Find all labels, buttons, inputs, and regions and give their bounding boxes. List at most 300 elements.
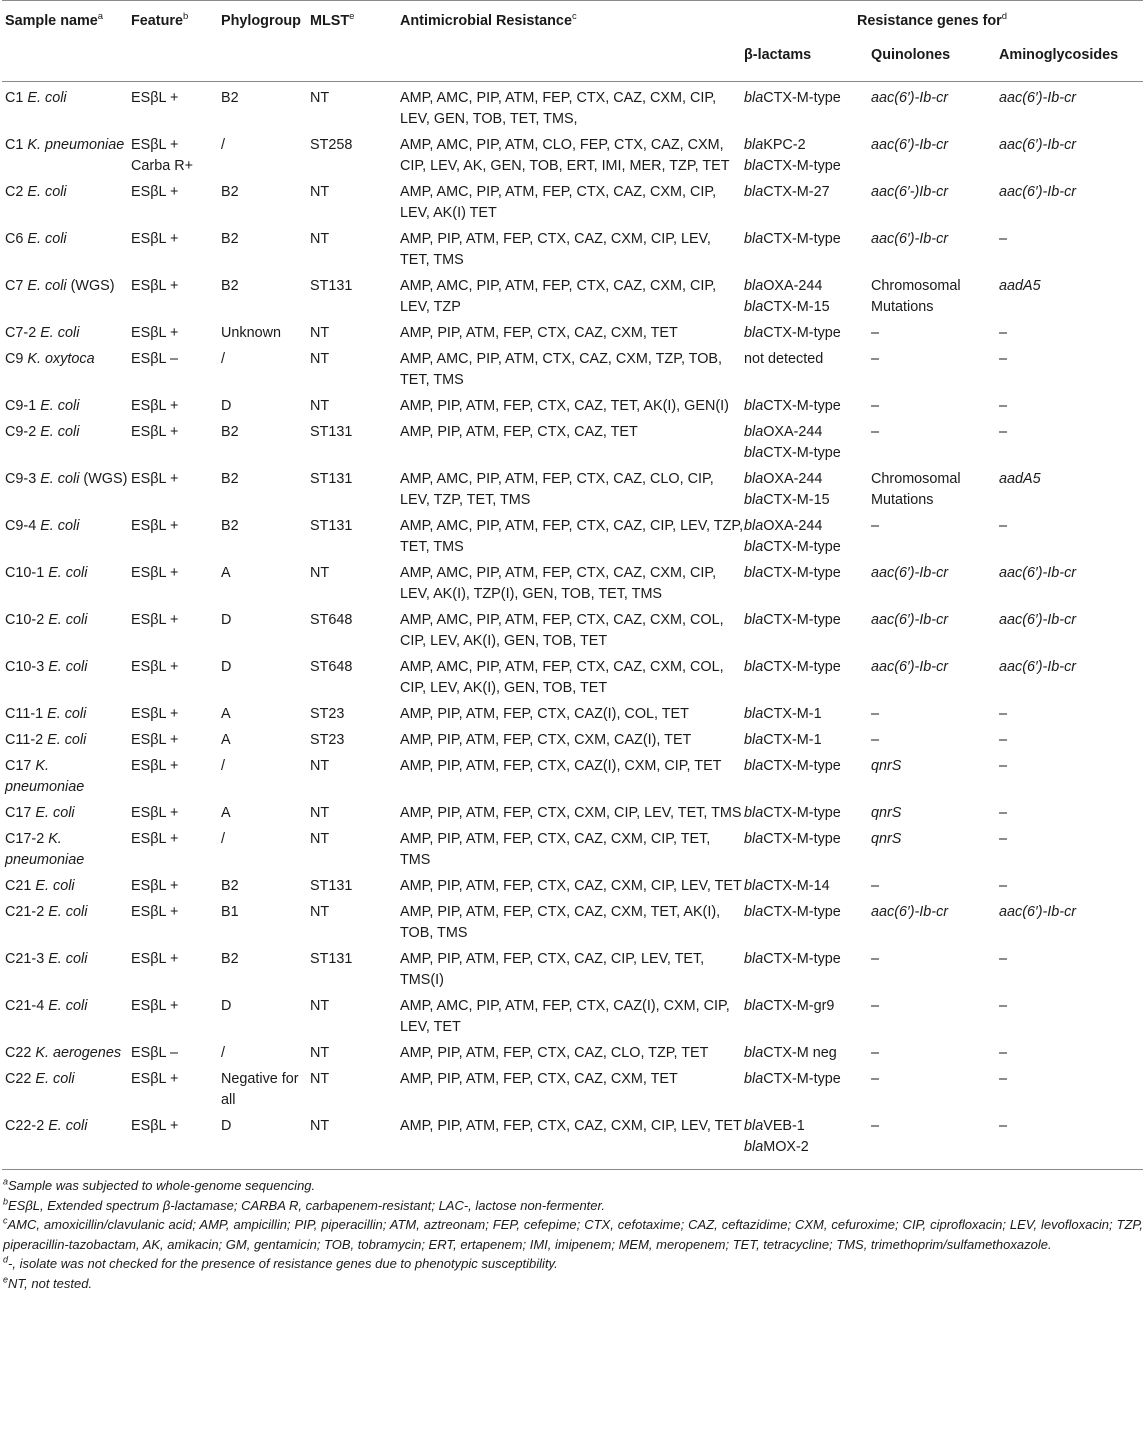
gene-prefix: bla — [744, 951, 764, 967]
aminoglycoside-genes-cell: – — [999, 706, 1008, 722]
amr-cell: AMP, AMC, PIP, ATM, FEP, CTX, CAZ, CXM, COL, CIP, LEV, AK(I), GEN, TOB, TET — [400, 659, 724, 696]
col-sample-name: Sample name$^a$ — [5, 11, 104, 29]
amr-cell: AMP, PIP, ATM, FEP, CTX, CAZ, CXM, TET — [400, 1071, 678, 1087]
quinolone-genes-cell: aac(6′)-Ib-cr — [871, 659, 949, 675]
amr-cell: AMP, PIP, ATM, FEP, CTX, CAZ, CIP, LEV, TET, TMS(I) — [400, 951, 705, 988]
organism: E. coli — [47, 732, 87, 748]
beta-lactam-genes-cell — [744, 469, 871, 516]
mlst-cell: ST648 — [310, 659, 353, 675]
amr-cell: AMP, AMC, PIP, ATM, FEP, CTX, CAZ, CIP, LEV, TZP, TET, TMS — [400, 518, 744, 555]
sample-name-cell — [2, 229, 131, 276]
sample-id: C22-2 — [5, 1118, 45, 1134]
beta-lactam-genes-cell — [744, 563, 871, 610]
organism: E. coli — [40, 518, 80, 534]
col-quinolones: Quinolones — [871, 47, 951, 63]
phylogroup-cell: Negative for all — [221, 1071, 299, 1108]
mlst-cell: ST23 — [310, 706, 345, 722]
gene: blaOXA-244 — [744, 518, 823, 534]
beta-lactam-genes-cell — [744, 135, 871, 182]
aminoglycoside-genes-cell: aac(6′)-Ib-cr — [999, 137, 1077, 153]
organism: K. pneumoniae — [5, 758, 85, 795]
phylogroup-cell: A — [221, 565, 231, 581]
amr-cell: AMP, PIP, ATM, FEP, CTX, CAZ, CXM, TET — [400, 325, 678, 341]
sample-name-cell — [2, 182, 131, 229]
col-beta-lactams: β-lactams — [744, 47, 812, 63]
aminoglycoside-genes-cell: aac(6′)-Ib-cr — [999, 90, 1077, 106]
amr-cell: AMP, PIP, ATM, FEP, CTX, CAZ, CXM, CIP, TET, TMS — [400, 831, 711, 868]
gene: blaCTX-M-type — [744, 831, 841, 847]
gene: blaCTX-M-15 — [744, 492, 830, 508]
feature-cell: ESβL + — [131, 1071, 179, 1087]
sample-name-cell — [2, 135, 131, 182]
quinolone-genes-cell: – — [871, 1118, 880, 1134]
sample-name-cell — [2, 516, 131, 563]
gene: blaCTX-M-type — [744, 325, 841, 341]
organism: E. coli — [27, 184, 67, 200]
phylogroup-cell: / — [221, 351, 225, 367]
organism: E. coli — [48, 998, 88, 1014]
feature-cell: ESβL + — [131, 1118, 179, 1134]
sample-name-cell — [2, 422, 131, 469]
gene-prefix: bla — [744, 659, 764, 675]
feature-cell: ESβL + — [131, 998, 179, 1014]
sample-name-cell — [2, 730, 131, 756]
phylogroup-cell: A — [221, 732, 231, 748]
sample-id: C17 — [5, 805, 32, 821]
aminoglycoside-genes-cell: aac(6′)-Ib-cr — [999, 904, 1077, 920]
gene-prefix: bla — [744, 998, 764, 1014]
gene: blaCTX-M-type — [744, 904, 841, 920]
organism: K. aerogenes — [35, 1045, 122, 1061]
phylogroup-cell: B1 — [221, 904, 239, 920]
gene: blaCTX-M-type — [744, 539, 841, 555]
aminoglycoside-genes-cell: – — [999, 231, 1008, 247]
quinolone-genes-cell: qnrS — [871, 758, 902, 774]
aminoglycoside-genes-cell: – — [999, 1045, 1008, 1061]
organism: E. coli — [48, 951, 88, 967]
aminoglycoside-genes-cell: – — [999, 732, 1008, 748]
organism: K. pneumoniae — [27, 137, 125, 153]
sample-name-cell — [2, 704, 131, 730]
table-row — [2, 949, 1143, 996]
feature-cell: ESβL + — [131, 612, 179, 628]
beta-lactam-genes-cell — [744, 876, 871, 902]
phylogroup-cell: D — [221, 1118, 232, 1134]
aminoglycoside-genes-cell: – — [999, 424, 1008, 440]
mlst-cell: ST131 — [310, 951, 353, 967]
mlst-cell: NT — [310, 565, 330, 581]
sample-id: C21-2 — [5, 904, 45, 920]
sample-id: C10-1 — [5, 565, 45, 581]
footnote-text: -, isolate was not checked for the presence of resistance genes due to phenotypic susceptibility. — [8, 1256, 558, 1272]
beta-lactam-genes-cell — [744, 229, 871, 276]
sample-name-cell — [2, 469, 131, 516]
col-amr: Antimicrobial Resistance$^c$ — [400, 11, 577, 29]
gene-prefix: bla — [744, 278, 764, 294]
gene-prefix: bla — [744, 732, 764, 748]
gene-prefix: bla — [744, 325, 764, 341]
organism: K. oxytoca — [27, 351, 95, 367]
aminoglycoside-genes-cell: – — [999, 831, 1008, 847]
sample-id: C21-3 — [5, 951, 45, 967]
organism: E. coli — [48, 612, 88, 628]
quinolone-genes-cell: aac(6′)-Ib-cr — [871, 231, 949, 247]
gene: blaCTX-M-type — [744, 612, 841, 628]
beta-lactam-genes-cell — [744, 704, 871, 730]
organism: E. coli — [48, 1118, 88, 1134]
gene-prefix: bla — [744, 492, 764, 508]
footnote-mark: a — [3, 1176, 9, 1187]
organism: E. coli — [27, 278, 67, 294]
gene-prefix: bla — [744, 539, 764, 555]
feature-cell: ESβL + — [131, 659, 179, 675]
feature-cell: ESβL + Carba R+ — [131, 137, 193, 174]
aminoglycoside-genes-cell: – — [999, 805, 1008, 821]
beta-lactam-genes-cell — [744, 1069, 871, 1116]
footnote-mark: b — [3, 1196, 9, 1207]
sample-id: C11-1 — [5, 706, 44, 722]
beta-lactam-genes-cell — [744, 657, 871, 704]
amr-cell: AMP, PIP, ATM, FEP, CTX, CAZ, TET, AK(I), GEN(I) — [400, 398, 729, 414]
footnote-mark: e — [3, 1274, 9, 1285]
gene-prefix: bla — [744, 137, 764, 153]
mlst-cell: NT — [310, 90, 330, 106]
phylogroup-cell: B2 — [221, 424, 239, 440]
results-table — [2, 0, 1143, 1170]
gene-prefix: bla — [744, 90, 764, 106]
aminoglycoside-genes-cell: – — [999, 325, 1008, 341]
amr-cell: AMP, PIP, ATM, FEP, CTX, CAZ, CLO, TZP, TET — [400, 1045, 709, 1061]
sample-name-cell — [2, 610, 131, 657]
sample-id: C6 — [5, 231, 24, 247]
footnote — [3, 1215, 1143, 1254]
beta-lactam-genes-cell — [744, 803, 871, 829]
mlst-cell: NT — [310, 904, 330, 920]
table-row — [2, 469, 1143, 516]
feature-cell: ESβL + — [131, 325, 179, 341]
mlst-cell: ST131 — [310, 878, 353, 894]
beta-lactam-genes-cell — [744, 902, 871, 949]
phylogroup-cell: D — [221, 998, 232, 1014]
col-phylogroup: Phylogroup — [221, 13, 301, 29]
sample-name-cell — [2, 876, 131, 902]
quinolone-genes-cell: – — [871, 351, 880, 367]
feature-cell: ESβL + — [131, 184, 179, 200]
footnote-mark: c — [3, 1215, 8, 1226]
mlst-cell: NT — [310, 1071, 330, 1087]
phylogroup-cell: / — [221, 831, 225, 847]
table-row — [2, 135, 1143, 182]
mlst-cell: NT — [310, 231, 330, 247]
phylogroup-cell: B2 — [221, 878, 239, 894]
phylogroup-cell: B2 — [221, 90, 239, 106]
sample-name-cell — [2, 323, 131, 349]
aminoglycoside-genes-cell: aac(6′)-Ib-cr — [999, 612, 1077, 628]
gene: blaKPC-2 — [744, 137, 806, 153]
phylogroup-cell: B2 — [221, 278, 239, 294]
sample-name-cell — [2, 803, 131, 829]
aminoglycoside-genes-cell: aadA5 — [999, 278, 1041, 294]
amr-cell: AMP, AMC, PIP, ATM, FEP, CTX, CAZ, CLO, CIP, LEV, TZP, TET, TMS — [400, 471, 714, 508]
wgs-tag: (WGS) — [70, 278, 115, 294]
footnote — [3, 1176, 1143, 1196]
organism: E. coli — [35, 805, 75, 821]
gene: not detected — [744, 351, 824, 367]
gene: blaCTX-M-type — [744, 565, 841, 581]
gene-prefix: bla — [744, 299, 764, 315]
quinolone-genes-cell: – — [871, 398, 880, 414]
quinolone-genes-cell: qnrS — [871, 831, 902, 847]
beta-lactam-genes-cell — [744, 276, 871, 323]
mlst-cell: NT — [310, 1045, 330, 1061]
amr-cell: AMP, AMC, PIP, ATM, CTX, CAZ, CXM, TZP, TOB, TET, TMS — [400, 351, 722, 388]
amr-cell: AMP, PIP, ATM, FEP, CTX, CAZ, CXM, TET, AK(I), TOB, TMS — [400, 904, 721, 941]
gene: blaCTX-M-type — [744, 758, 841, 774]
gene: blaVEB-1 — [744, 1118, 805, 1134]
amr-cell: AMP, PIP, ATM, FEP, CTX, CXM, CAZ(I), TET — [400, 732, 692, 748]
mlst-cell: ST23 — [310, 732, 345, 748]
feature-cell: ESβL + — [131, 278, 179, 294]
amr-cell: AMP, AMC, PIP, ATM, FEP, CTX, CAZ, CXM, CIP, LEV, AK(I), TZP(I), GEN, TOB, TET, TMS — [400, 565, 717, 602]
aminoglycoside-genes-cell: aac(6′)-Ib-cr — [999, 659, 1077, 675]
organism: E. coli — [40, 424, 80, 440]
quinolone-genes-cell: aac(6′)-Ib-cr — [871, 137, 949, 153]
amr-cell: AMP, PIP, ATM, FEP, CTX, CAZ(I), CXM, CIP, TET — [400, 758, 722, 774]
sample-id: C1 — [5, 90, 24, 106]
organism: E. coli — [48, 565, 88, 581]
footnotes — [3, 1176, 1143, 1294]
sample-name-cell — [2, 276, 131, 323]
feature-cell: ESβL + — [131, 518, 179, 534]
col-mlst: MLST$^e$ — [310, 11, 355, 29]
quinolone-genes-cell: aac(6′)-Ib-cr — [871, 90, 949, 106]
gene: blaCTX-M-15 — [744, 299, 830, 315]
gene: blaMOX-2 — [744, 1139, 809, 1155]
quinolone-genes-cell: aac(6′)-Ib-cr — [871, 612, 949, 628]
table-row — [2, 396, 1143, 422]
amr-cell: AMP, AMC, PIP, ATM, FEP, CTX, CAZ, CXM, CIP, LEV, GEN, TOB, TET, TMS, — [400, 90, 717, 127]
organism: E. coli — [40, 398, 80, 414]
table-row — [2, 610, 1143, 657]
amr-cell: AMP, PIP, ATM, FEP, CTX, CAZ(I), COL, TET — [400, 706, 689, 722]
quinolone-genes-cell: aac(6′)-Ib-cr — [871, 565, 949, 581]
beta-lactam-genes-cell — [744, 323, 871, 349]
phylogroup-cell: B2 — [221, 951, 239, 967]
table-row — [2, 323, 1143, 349]
phylogroup-cell: B2 — [221, 184, 239, 200]
table-row — [2, 1116, 1143, 1170]
col-resistance-genes: Resistance genes for$^d$ — [857, 11, 1008, 29]
sample-name-cell — [2, 1043, 131, 1069]
quinolone-genes-cell: Chromosomal Mutations — [871, 471, 961, 508]
quinolone-genes-cell: qnrS — [871, 805, 902, 821]
footnote — [3, 1274, 1143, 1294]
amr-cell: AMP, AMC, PIP, ATM, CLO, FEP, CTX, CAZ, CXM, CIP, LEV, AK, GEN, TOB, ERT, IMI, MER, TZP, TET — [400, 137, 730, 174]
organism: E. coli — [48, 659, 88, 675]
feature-cell: ESβL + — [131, 706, 179, 722]
footnote-text: Sample was subjected to whole-genome sequencing. — [8, 1178, 316, 1193]
phylogroup-cell: / — [221, 758, 225, 774]
gene-prefix: bla — [744, 1045, 764, 1061]
sample-id: C10-3 — [5, 659, 45, 675]
gene: blaCTX-M-type — [744, 231, 841, 247]
sample-id: C17 — [5, 758, 32, 774]
sample-name-cell — [2, 1116, 131, 1170]
aminoglycoside-genes-cell: – — [999, 998, 1008, 1014]
amr-cell: AMP, AMC, PIP, ATM, FEP, CTX, CAZ, CXM, COL, CIP, LEV, AK(I), GEN, TOB, TET — [400, 612, 724, 649]
gene: blaCTX-M-type — [744, 659, 841, 675]
mlst-cell: NT — [310, 184, 330, 200]
gene: blaCTX-M-type — [744, 90, 841, 106]
table-row — [2, 1043, 1143, 1069]
beta-lactam-genes-cell — [744, 730, 871, 756]
footnote — [3, 1196, 1143, 1216]
beta-lactam-genes-cell — [744, 516, 871, 563]
beta-lactam-genes-cell — [744, 949, 871, 996]
gene: blaCTX-M-1 — [744, 732, 822, 748]
mlst-cell: NT — [310, 831, 330, 847]
beta-lactam-genes-cell — [744, 610, 871, 657]
mlst-cell: ST131 — [310, 424, 353, 440]
sample-name-cell — [2, 88, 131, 135]
mlst-cell: ST131 — [310, 518, 353, 534]
gene-prefix: bla — [744, 398, 764, 414]
table-row — [2, 182, 1143, 229]
gene: blaCTX-M-gr9 — [744, 998, 835, 1014]
feature-cell: ESβL + — [131, 878, 179, 894]
amr-cell: AMP, AMC, PIP, ATM, FEP, CTX, CAZ, CXM, CIP, LEV, AK(I) TET — [400, 184, 717, 221]
gene-prefix: bla — [744, 1071, 764, 1087]
mlst-cell: NT — [310, 805, 330, 821]
mlst-cell: NT — [310, 325, 330, 341]
quinolone-genes-cell: – — [871, 518, 880, 534]
beta-lactam-genes-cell — [744, 829, 871, 876]
sample-name-cell — [2, 349, 131, 396]
aminoglycoside-genes-cell: – — [999, 518, 1008, 534]
aminoglycoside-genes-cell: aac(6′)-Ib-cr — [999, 565, 1077, 581]
table-row — [2, 829, 1143, 876]
gene: blaCTX-M-type — [744, 1071, 841, 1087]
sample-id: C9-4 — [5, 518, 37, 534]
quinolone-genes-cell: – — [871, 424, 880, 440]
quinolone-genes-cell: – — [871, 998, 880, 1014]
sample-id: C21-4 — [5, 998, 45, 1014]
phylogroup-cell: D — [221, 659, 232, 675]
mlst-cell: ST648 — [310, 612, 353, 628]
feature-cell: ESβL + — [131, 758, 179, 774]
gene: blaCTX-M-14 — [744, 878, 830, 894]
beta-lactam-genes-cell — [744, 1043, 871, 1069]
gene-prefix: bla — [744, 1139, 764, 1155]
quinolone-genes-cell: – — [871, 1071, 880, 1087]
feature-cell: ESβL + — [131, 732, 179, 748]
footnote-text: AMC, amoxicillin/clavulanic acid; AMP, ampicillin; PIP, piperacillin; ATM, aztreonam; FEP, cefepime; CTX, cefotaxime; CAZ, ceftazidime; CXM, cefuroxime; CIP, ciprofloxacin; LEV, levofloxacin; TZP, piperacillin-tazobactam, AK, amikacin; GM, gentamicin; TOB, tobramycin; ERT, ertapenem; IMI, imipenem; MEM, meropenem; TET, tetracycline; TMS, trimethoprim/sulfamethoxazole. — [3, 1217, 1143, 1252]
feature-cell: ESβL – — [131, 1045, 178, 1061]
amr-cell: AMP, PIP, ATM, FEP, CTX, CXM, CIP, LEV, TET, TMS — [400, 805, 742, 821]
feature-cell: ESβL + — [131, 398, 179, 414]
gene: blaOXA-244 — [744, 278, 823, 294]
organism: E. coli — [40, 471, 80, 487]
aminoglycoside-genes-cell: – — [999, 951, 1008, 967]
gene: blaCTX-M-type — [744, 158, 841, 174]
feature-cell: ESβL + — [131, 90, 179, 106]
table-row — [2, 657, 1143, 704]
mlst-cell: ST131 — [310, 278, 353, 294]
table-row — [2, 756, 1143, 803]
organism: K. pneumoniae — [5, 831, 85, 868]
beta-lactam-genes-cell — [744, 756, 871, 803]
beta-lactam-genes-cell — [744, 1116, 871, 1170]
gene-prefix: bla — [744, 231, 764, 247]
gene-prefix: bla — [744, 878, 764, 894]
amr-cell: AMP, PIP, ATM, FEP, CTX, CAZ, CXM, CIP, LEV, TET, TMS — [400, 231, 711, 268]
sample-id: C9 — [5, 351, 24, 367]
footnote — [3, 1254, 1143, 1274]
gene-prefix: bla — [744, 1118, 764, 1134]
gene-prefix: bla — [744, 158, 764, 174]
organism: E. coli — [47, 706, 87, 722]
sample-name-cell — [2, 396, 131, 422]
sample-id: C9-3 — [5, 471, 37, 487]
table-row — [2, 902, 1143, 949]
table-row — [2, 229, 1143, 276]
gene-prefix: bla — [744, 424, 764, 440]
feature-cell: ESβL + — [131, 231, 179, 247]
feature-cell: ESβL + — [131, 805, 179, 821]
gene: blaCTX-M-1 — [744, 706, 822, 722]
sample-name-cell — [2, 563, 131, 610]
phylogroup-cell: B2 — [221, 231, 239, 247]
gene-prefix: bla — [744, 706, 764, 722]
gene: blaCTX-M-type — [744, 951, 841, 967]
feature-cell: ESβL + — [131, 565, 179, 581]
sample-id: C10-2 — [5, 612, 45, 628]
quinolone-genes-cell: Chromosomal Mutations — [871, 278, 961, 315]
sample-id: C2 — [5, 184, 24, 200]
phylogroup-cell: D — [221, 612, 232, 628]
table-row — [2, 422, 1143, 469]
gene: blaCTX-M-type — [744, 445, 841, 461]
quinolone-genes-cell: – — [871, 325, 880, 341]
quinolone-genes-cell: – — [871, 878, 880, 894]
subheader-row — [2, 43, 1143, 82]
amr-cell: AMP, PIP, ATM, FEP, CTX, CAZ, TET — [400, 424, 638, 440]
sample-id: C7 — [5, 278, 24, 294]
quinolone-genes-cell: – — [871, 951, 880, 967]
phylogroup-cell: Unknown — [221, 325, 281, 341]
phylogroup-cell: B2 — [221, 471, 239, 487]
feature-cell: ESβL + — [131, 471, 179, 487]
phylogroup-cell: D — [221, 398, 232, 414]
gene-prefix: bla — [744, 518, 764, 534]
quinolone-genes-cell: aac(6′)-Ib-cr — [871, 904, 949, 920]
mlst-cell: NT — [310, 758, 330, 774]
mlst-cell: NT — [310, 998, 330, 1014]
sample-id: C9-2 — [5, 424, 37, 440]
gene: blaCTX-M-type — [744, 805, 841, 821]
gene-prefix: bla — [744, 184, 764, 200]
sample-name-cell — [2, 829, 131, 876]
beta-lactam-genes-cell — [744, 396, 871, 422]
feature-cell: ESβL + — [131, 424, 179, 440]
phylogroup-cell: A — [221, 706, 231, 722]
beta-lactam-genes-cell — [744, 996, 871, 1043]
quinolone-genes-cell: aac(6′-)Ib-cr — [871, 184, 949, 200]
amr-cell: AMP, AMC, PIP, ATM, FEP, CTX, CAZ, CXM, CIP, LEV, TZP — [400, 278, 717, 315]
organism: E. coli — [35, 878, 75, 894]
aminoglycoside-genes-cell: – — [999, 398, 1008, 414]
mlst-cell: NT — [310, 351, 330, 367]
